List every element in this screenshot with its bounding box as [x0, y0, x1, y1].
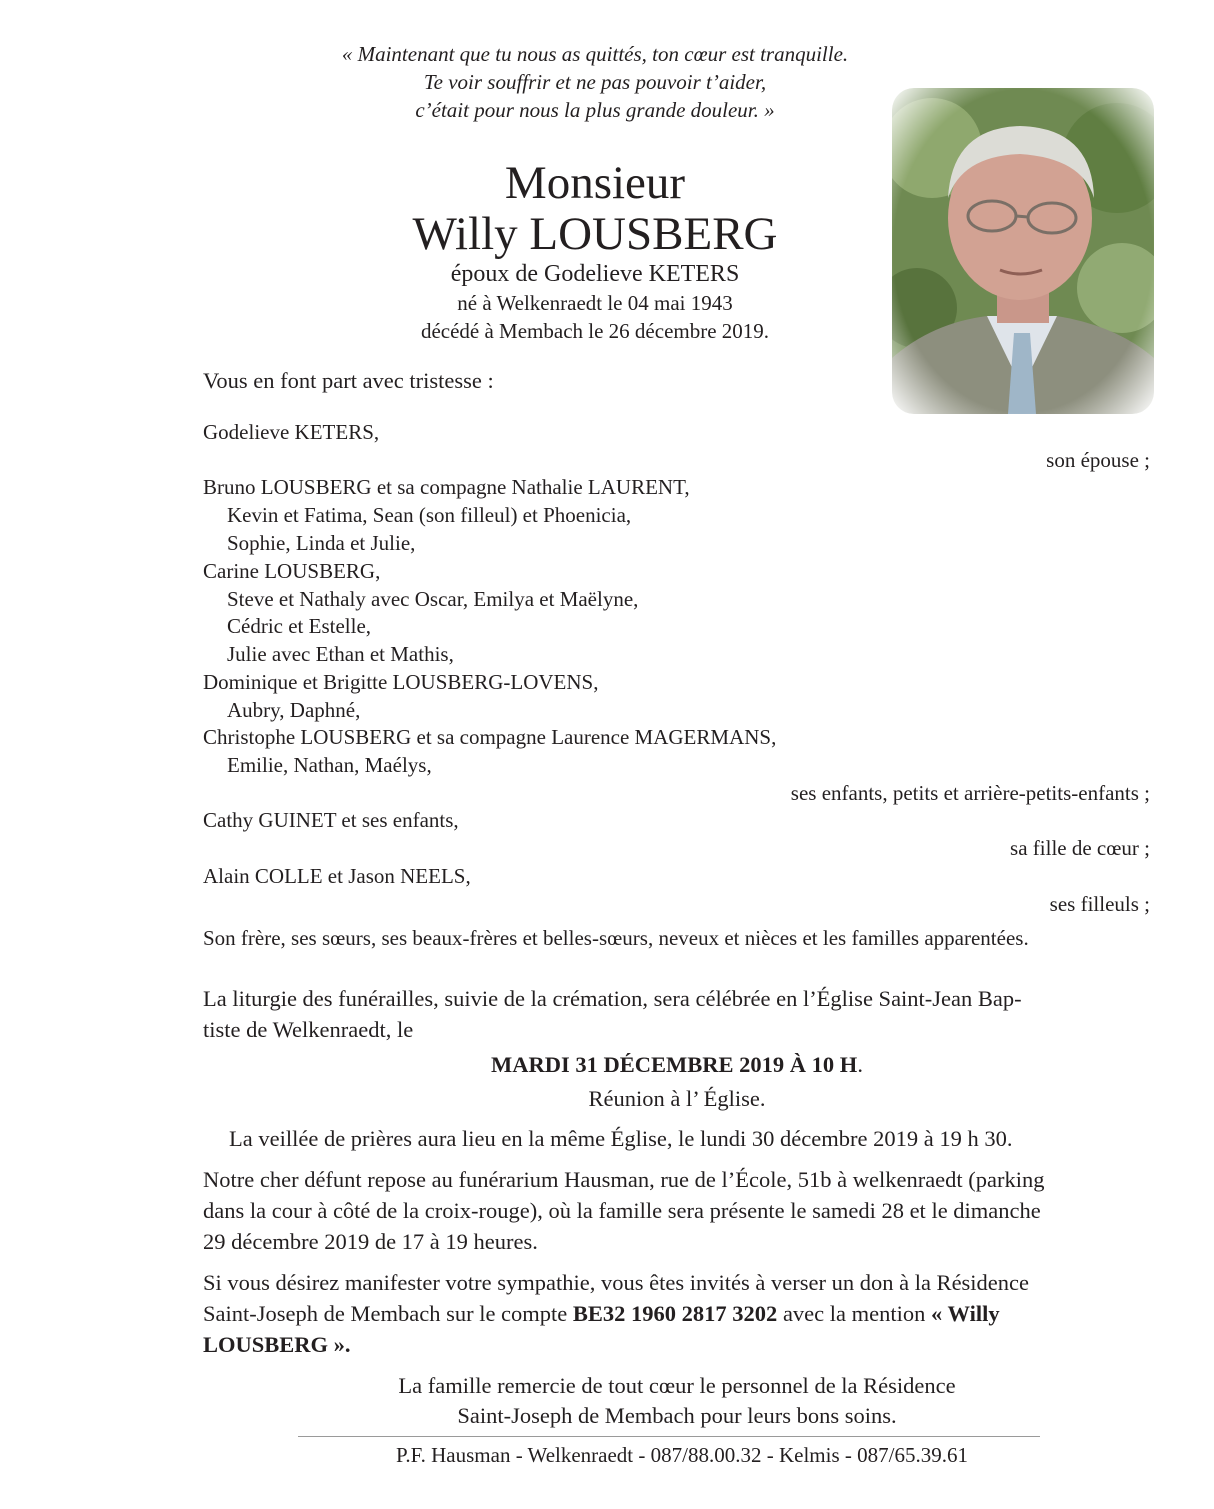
family-heart-daughter: Cathy GUINET et ses enfants,	[203, 808, 459, 832]
family-member: Carine LOUSBERG,	[203, 559, 381, 583]
family-member: Dominique et Brigitte LOUSBERG-LOVENS,	[203, 670, 599, 694]
family-others: Son frère, ses sœurs, ses beaux-frères et belles-sœurs, neveux et nièces et les familles apparentées.	[203, 926, 1029, 950]
vigil-line: La veillée de prières aura lieu en la même Église, le lundi 30 décembre 2019 à 19 h 30.	[229, 1126, 1013, 1151]
thanks-line: Saint-Joseph de Membach pour leurs bons soins.	[457, 1403, 897, 1428]
quote-line: c’était pour nous la plus grande douleur. »	[415, 98, 775, 122]
family-spouse-role: son épouse ;	[1046, 448, 1150, 472]
meeting-line: Réunion à l’ Église.	[588, 1086, 766, 1111]
family-member: Christophe LOUSBERG et sa compagne Laurence MAGERMANS,	[203, 725, 777, 749]
deceased-name: Willy LOUSBERG	[412, 208, 778, 260]
family-member: Julie avec Ethan et Mathis,	[227, 642, 454, 666]
footer-contact: P.F. Hausman - Welkenraedt - 087/88.00.32 - Kelmis - 087/65.39.61	[396, 1443, 968, 1467]
thanks-line: La famille remercie de tout cœur le personnel de la Résidence	[398, 1373, 956, 1398]
ceremony-line: tiste de Welkenraedt, le	[203, 1017, 414, 1042]
donation-mention: « Willy	[931, 1301, 1000, 1326]
bank-account: BE32 1960 2817 3202	[572, 1301, 778, 1326]
death-line: décédé à Membach le 26 décembre 2019.	[420, 319, 770, 343]
donation-text: Saint-Joseph de Membach sur le compte	[203, 1301, 573, 1326]
family-member: Aubry, Daphné,	[227, 698, 361, 722]
ceremony-date: MARDI 31 DÉCEMBRE 2019 À 10 H	[491, 1052, 858, 1077]
ceremony-date-line	[0, 1050, 1214, 1080]
quote-line: « Maintenant que tu nous as quittés, ton cœur est tranquille.	[341, 42, 849, 66]
ceremony-date-period: .	[857, 1052, 863, 1077]
funeral-home-line: Notre cher défunt repose au funérarium Hausman, rue de l’École, 51b à welkenraedt (parking	[203, 1167, 1045, 1192]
family-member: Sophie, Linda et Julie,	[227, 531, 416, 555]
funeral-home-paragraph	[203, 1164, 1156, 1257]
footer-divider	[298, 1436, 1040, 1437]
spouse-line: époux de Godelieve KETERS	[450, 261, 740, 287]
family-godchildren: Alain COLLE et Jason NEELS,	[203, 864, 471, 888]
donation-mention: LOUSBERG ».	[203, 1332, 351, 1357]
ceremony-paragraph	[203, 983, 1156, 1045]
family-member: Bruno LOUSBERG et sa compagne Nathalie LAURENT,	[203, 475, 690, 499]
funeral-home-line: 29 décembre 2019 de 17 à 19 heures.	[203, 1229, 538, 1254]
donation-text: avec la mention	[777, 1301, 932, 1326]
honorific: Monsieur	[504, 157, 686, 209]
donation-line	[203, 1298, 1156, 1329]
intro-text: Vous en font part avec tristesse :	[203, 368, 494, 393]
funeral-home-line: dans la cour à côté de la croix-rouge), où la famille sera présente le samedi 28 et le dimanche	[203, 1198, 1041, 1223]
donation-line	[203, 1329, 1156, 1360]
family-member: Cédric et Estelle,	[227, 614, 372, 638]
quote-line: Te voir souffrir et ne pas pouvoir t’aider,	[423, 70, 767, 94]
family-member: Kevin et Fatima, Sean (son filleul) et Phoenicia,	[227, 503, 632, 527]
donation-paragraph	[203, 1267, 1156, 1360]
family-godchildren-role: ses filleuls ;	[1049, 892, 1150, 916]
birth-line: né à Welkenraedt le 04 mai 1943	[457, 291, 733, 315]
family-member: Steve et Nathaly avec Oscar, Emilya et Maëlyne,	[227, 587, 639, 611]
ceremony-line: La liturgie des funérailles, suivie de la crémation, sera célébrée en l’Église Saint-Jean Bap-	[203, 986, 1022, 1011]
family-heart-daughter-role: sa fille de cœur ;	[1010, 836, 1150, 860]
family-member: Emilie, Nathan, Maélys,	[227, 753, 432, 777]
family-children-role: ses enfants, petits et arrière-petits-enfants ;	[790, 781, 1150, 805]
family-spouse: Godelieve KETERS,	[203, 420, 380, 444]
donation-line: Si vous désirez manifester votre sympathie, vous êtes invités à verser un don à la Résidence	[203, 1270, 1030, 1295]
